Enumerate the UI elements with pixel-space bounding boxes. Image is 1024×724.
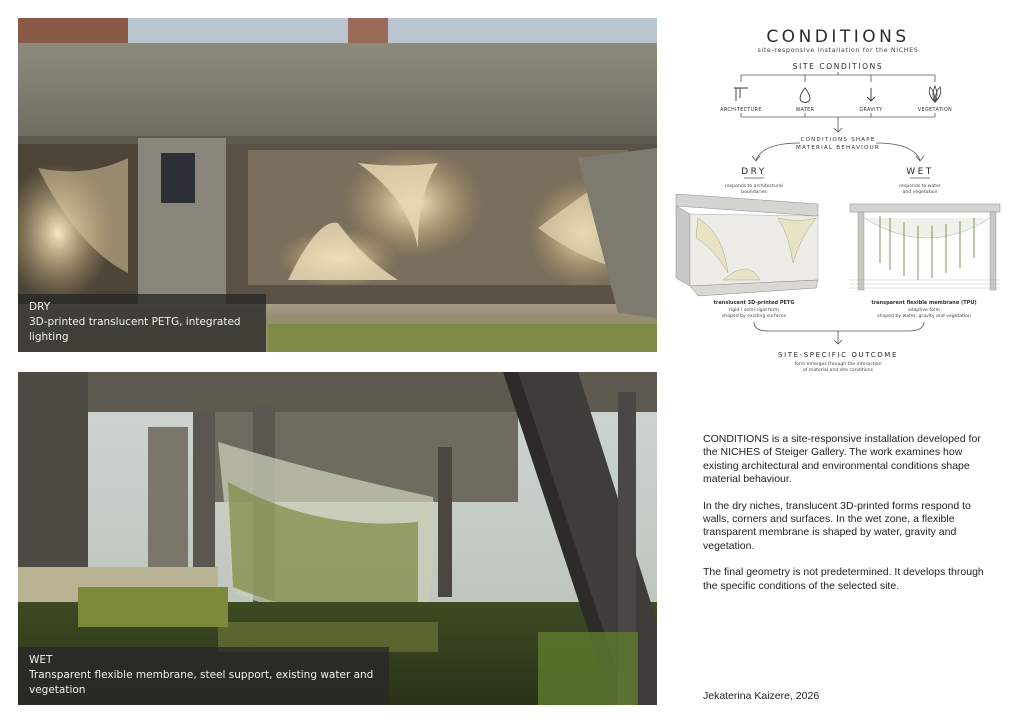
dry-desc-line1: responds to architectural (725, 184, 783, 189)
wet-material-line2: shaped by water, gravity and vegetation (877, 314, 971, 319)
diagram-title: CONDITIONS (766, 27, 910, 47)
wet-desc-line1: responds to water (899, 184, 941, 189)
description-paragraph: CONDITIONS is a site-responsive installation developed for the NICHES of Steiger Gallery. The work examines how existing architectural and environmental conditions shape material behaviour. (703, 433, 981, 486)
wet-heading: WET (906, 167, 934, 177)
conditions-diagram (668, 18, 1006, 388)
dry-caption (18, 294, 266, 352)
photo-dry (18, 18, 657, 352)
outcome-line1: form emerges through the interaction (794, 362, 882, 367)
dry-caption-text: 3D-printed translucent PETG, integrated lighting (29, 316, 241, 343)
diagram-subtitle: site-responsive installation for the NICHES (757, 46, 919, 54)
wet-material-line1: adaptive form (907, 308, 941, 313)
dry-material-line2: shaped by existing surfaces (721, 314, 787, 319)
dry-niche-drawing (676, 194, 818, 296)
wet-caption-text: Transparent flexible membrane, steel support, existing water and vegetation (29, 669, 374, 696)
condition-label-architecture: ARCHITECTURE (720, 108, 762, 113)
wet-zone-drawing (850, 204, 1000, 290)
site-conditions-heading: SITE CONDITIONS (792, 62, 884, 71)
leaf-icon (929, 86, 941, 102)
dry-material: translucent 3D-printed PETG (713, 300, 795, 306)
shape-heading-line1: CONDITIONS SHAPE (800, 137, 876, 143)
architecture-icon (734, 88, 748, 101)
wet-caption-label: WET (29, 654, 53, 666)
photo-wet (18, 372, 657, 705)
shape-heading-line2: MATERIAL BEHAVIOUR (796, 145, 880, 151)
outcome-line2: of material and site conditions (802, 368, 874, 373)
wet-desc-line2: and vegetation (902, 190, 938, 195)
author-credit: Jekaterina Kaizere, 2026 (703, 690, 820, 702)
wet-material: transparent flexible membrane (TPU) (871, 300, 977, 306)
description-paragraph: The final geometry is not predetermined. It develops through the specific conditions of the selected site. (703, 566, 984, 592)
condition-label-water: WATER (795, 108, 815, 113)
outcome-heading: SITE-SPECIFIC OUTCOME (778, 351, 898, 359)
gravity-arrow-icon (867, 88, 875, 101)
wet-caption (18, 647, 389, 705)
project-description (703, 433, 993, 606)
water-drop-icon (800, 88, 810, 103)
condition-label-vegetation: VEGETATION (917, 108, 953, 113)
dry-caption-label: DRY (29, 301, 51, 313)
dry-material-line1: rigid / semi-rigid form (729, 308, 779, 313)
description-paragraph: In the dry niches, translucent 3D-printed forms respond to walls, corners and surfaces. In the wet zone, a flexible transparent membrane is shaped by water, gravity and vegetation. (703, 499, 971, 552)
dry-heading: DRY (741, 167, 767, 177)
condition-label-gravity: GRAVITY (859, 108, 883, 113)
dry-desc-line2: boundaries (741, 190, 767, 195)
diagram-svg (668, 18, 1006, 388)
